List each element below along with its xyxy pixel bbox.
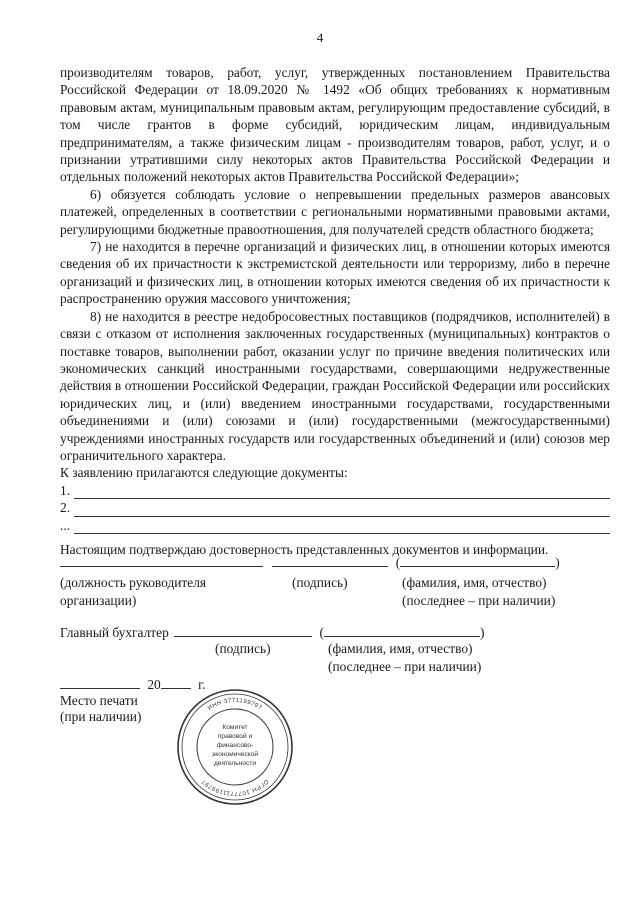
seal-optional-label: (при наличии) [60,709,142,724]
stamp-ring-bottom: ОГРН 1077711199797 [200,777,270,797]
accountant-signature-label: (подпись) [215,641,271,656]
paragraph-continuation: производителям товаров, работ, услуг, утвержденных постановлением Правительства Российской Федерации от 18.09.2020 № 1492 «Об общих требованиях к нормативным правовым актам, муниципальным правовым актам, регулирующим предоставление субсидий, в том числе грантов в форме субсидий, юридическим лицам, индивидуальным предпринимателям, а также физическим лицам - производителям товаров, работ, услуг, и о признании утратившими силу некоторых актов Правительства Российской Федерации и отдельных положений некоторых актов Правительства Российской Федерации»; [60,65,610,185]
stamp-ring-top: ИНН 3771199797 [207,697,263,712]
item-7: 7) не находится в перечне организаций и физических лиц, в отношении которых имеются сведения об их причастности к экстремистской деятельности или терроризму, либо в перечне организаций и физических лиц, в отношении которых имеются сведения об их причастности к распространению оружия массового уничтожения; [60,239,610,307]
head-patronymic-note: (последнее – при наличии) [402,593,556,608]
item-6: 6) обязуется соблюдать условие о непревышении предельных размеров авансовых платежей, определенных в соответствии с региональными нормативными правовыми актами, регулирующими бюджетные правоотношения, для получателей средств областного бюджета; [60,186,610,237]
stamp-line-1: Комитет [222,724,248,731]
accountant-patronymic-note: (последнее – при наличии) [328,659,482,674]
official-stamp [176,688,294,806]
attachment-line-3[interactable] [60,517,610,534]
attachment-number: ... [60,517,71,533]
chief-accountant-row[interactable]: Главный бухгалтер ( ) [60,625,485,640]
head-fio-label: (фамилия, имя, отчество) [402,575,547,590]
confirmation-text: Настоящим подтверждаю достоверность представленных документов и информации. [60,541,549,557]
stamp-line-4: экономической [211,751,259,758]
svg-text:ОГРН 1077711199797 [201,778,269,796]
item-8: 8) не находится в реестре недобросовестных поставщиков (подрядчиков, исполнителей) в связи с отказом от исполнения заключенных государственных (муниципальных) контрактов о поставке товаров, выполнении работ, оказании услуг по причине введения политических или экономических санкций иностранными государствами, совершающими недружественные действия в отношении Российской Федерации, граждан Российской Федерации или российских юридических лиц, и (или) введением иностранными государствами, государственными объединениями и (или) союзами и (или) государственными (межгосударственными) учреждениями иностранных государств или государственных объединений и (или) союзов мер ограничительного характера. [60,308,610,463]
attachment-number: 2. [60,500,71,516]
svg-text:ИНН 3771199797 [207,698,263,712]
head-position-label-2: организации) [60,593,137,608]
attachments-intro: К заявлению прилагаются следующие документы: [60,465,348,481]
head-signature-label: (подпись) [292,575,348,590]
attachment-number: 1. [60,482,71,498]
year-prefix: 20 [147,677,161,692]
stamp-line-5: деятельности [213,760,257,767]
stamp-line-2: правовой и [217,733,253,740]
document-body [60,64,610,558]
page-number: 4 [316,30,324,45]
stamp-line-3: финансово- [216,742,254,749]
year-suffix: г. [198,677,206,692]
attachment-line-2[interactable] [60,499,610,516]
accountant-fio-label: (фамилия, имя, отчество) [328,641,473,656]
chief-accountant-label: Главный бухгалтер [60,625,169,640]
head-signature-lines[interactable]: ( ) [60,554,560,571]
head-position-label-1: (должность руководителя [60,575,207,590]
seal-place-label: Место печати [60,693,138,708]
attachment-line-1[interactable] [60,482,610,499]
